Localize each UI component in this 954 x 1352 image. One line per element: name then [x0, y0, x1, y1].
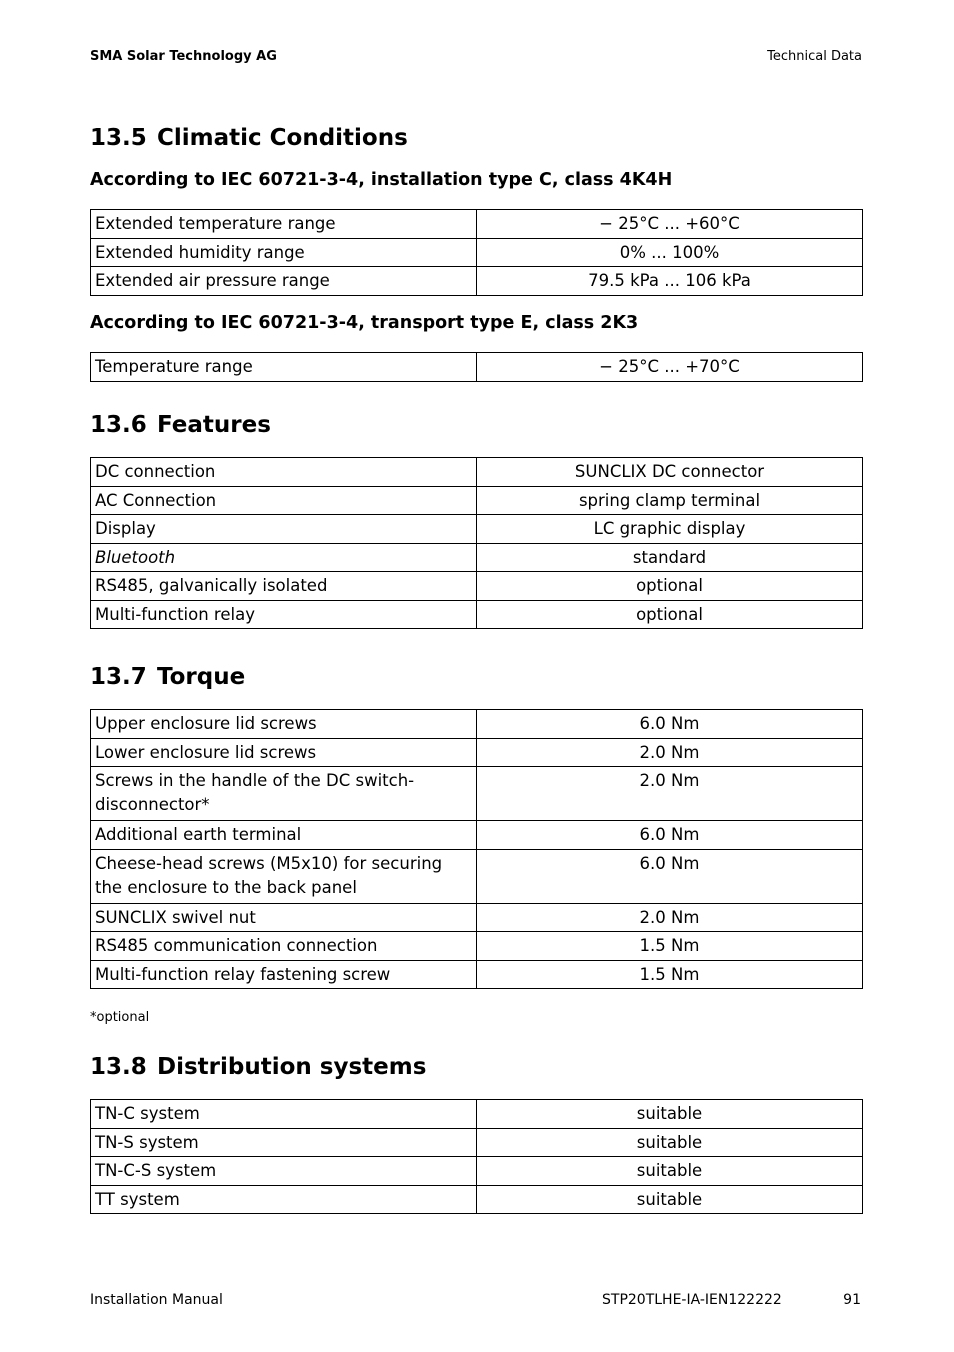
row-value: optional: [477, 572, 863, 601]
table-row: [91, 767, 863, 821]
table-row: [91, 903, 863, 932]
section-title-text: Features: [157, 412, 271, 438]
table-row: [91, 543, 863, 572]
row-value: suitable: [477, 1185, 863, 1214]
table-row: [91, 1185, 863, 1214]
row-label: Upper enclosure lid screws: [91, 710, 477, 739]
row-value: 79.5 kPa ... 106 kPa: [477, 267, 863, 296]
row-label: Multi-function relay fastening screw: [91, 960, 477, 989]
table-row: [91, 267, 863, 296]
table-row: [91, 1128, 863, 1157]
row-label: Display: [91, 515, 477, 544]
table-row: [91, 1157, 863, 1186]
row-label: Temperature range: [91, 353, 477, 382]
table-row: [91, 353, 863, 382]
row-value: suitable: [477, 1128, 863, 1157]
row-value: − 25°C ... +70°C: [477, 353, 863, 382]
row-label: AC Connection: [91, 486, 477, 515]
section-title-text: Climatic Conditions: [157, 125, 408, 151]
row-value: 1.5 Nm: [477, 932, 863, 961]
transport-conditions-table: [90, 352, 863, 382]
row-label: TN-S system: [91, 1128, 477, 1157]
features-table: [90, 457, 863, 629]
install-class-heading: According to IEC 60721-3-4, installation type C, class 4K4H: [90, 170, 673, 190]
table-row: [91, 600, 863, 629]
section-title-text: Distribution systems: [157, 1054, 427, 1080]
row-value: suitable: [477, 1157, 863, 1186]
section-number: 13.6: [90, 412, 147, 438]
header-section: Technical Data: [767, 49, 862, 64]
row-label: TT system: [91, 1185, 477, 1214]
table-row: [91, 210, 863, 239]
row-value: 2.0 Nm: [477, 767, 863, 821]
row-value: − 25°C ... +60°C: [477, 210, 863, 239]
row-value: SUNCLIX DC connector: [477, 458, 863, 487]
row-value: suitable: [477, 1100, 863, 1129]
row-label: TN-C system: [91, 1100, 477, 1129]
section-number: 13.5: [90, 125, 147, 151]
transport-class-heading: According to IEC 60721-3-4, transport type E, class 2K3: [90, 313, 639, 333]
torque-table: [90, 709, 863, 989]
row-label: Screws in the handle of the DC switch-disconnector*: [91, 767, 477, 821]
row-value: 1.5 Nm: [477, 960, 863, 989]
table-row: [91, 572, 863, 601]
torque-footnote: *optional: [90, 1010, 150, 1025]
footer-doc-code: STP20TLHE-IA-IEN122222: [602, 1292, 782, 1308]
section-title-climatic: [90, 125, 408, 151]
row-label: Lower enclosure lid screws: [91, 738, 477, 767]
row-value: 6.0 Nm: [477, 849, 863, 903]
install-conditions-table: [90, 209, 863, 296]
section-title-text: Torque: [157, 664, 246, 690]
row-label: SUNCLIX swivel nut: [91, 903, 477, 932]
table-row: [91, 821, 863, 850]
row-value: 6.0 Nm: [477, 821, 863, 850]
header-company: SMA Solar Technology AG: [90, 49, 277, 64]
row-label: Extended humidity range: [91, 238, 477, 267]
row-label: RS485 communication connection: [91, 932, 477, 961]
table-row: [91, 458, 863, 487]
row-label: Extended temperature range: [91, 210, 477, 239]
row-value: 2.0 Nm: [477, 903, 863, 932]
table-row: [91, 738, 863, 767]
row-label: Bluetooth: [91, 543, 477, 572]
table-row: [91, 1100, 863, 1129]
distribution-table: [90, 1099, 863, 1214]
table-row: [91, 932, 863, 961]
footer-page-number: 91: [843, 1292, 861, 1308]
table-row: [91, 515, 863, 544]
row-value: 6.0 Nm: [477, 710, 863, 739]
section-number: 13.7: [90, 664, 147, 690]
table-row: [91, 849, 863, 903]
row-label: Cheese-head screws (M5x10) for securing the enclosure to the back panel: [91, 849, 477, 903]
row-label: Multi-function relay: [91, 600, 477, 629]
row-label: RS485, galvanically isolated: [91, 572, 477, 601]
row-label: Extended air pressure range: [91, 267, 477, 296]
table-row: [91, 486, 863, 515]
section-title-torque: [90, 664, 245, 690]
row-value: LC graphic display: [477, 515, 863, 544]
section-number: 13.8: [90, 1054, 147, 1080]
row-label: TN-C-S system: [91, 1157, 477, 1186]
row-value: standard: [477, 543, 863, 572]
row-value: spring clamp terminal: [477, 486, 863, 515]
row-value: optional: [477, 600, 863, 629]
row-value: 2.0 Nm: [477, 738, 863, 767]
section-title-features: [90, 412, 271, 438]
section-title-distribution: [90, 1054, 426, 1080]
row-value: 0% ... 100%: [477, 238, 863, 267]
table-row: [91, 960, 863, 989]
footer-doc-type: Installation Manual: [90, 1292, 223, 1308]
table-row: [91, 238, 863, 267]
row-label: Additional earth terminal: [91, 821, 477, 850]
table-row: [91, 710, 863, 739]
row-label: DC connection: [91, 458, 477, 487]
